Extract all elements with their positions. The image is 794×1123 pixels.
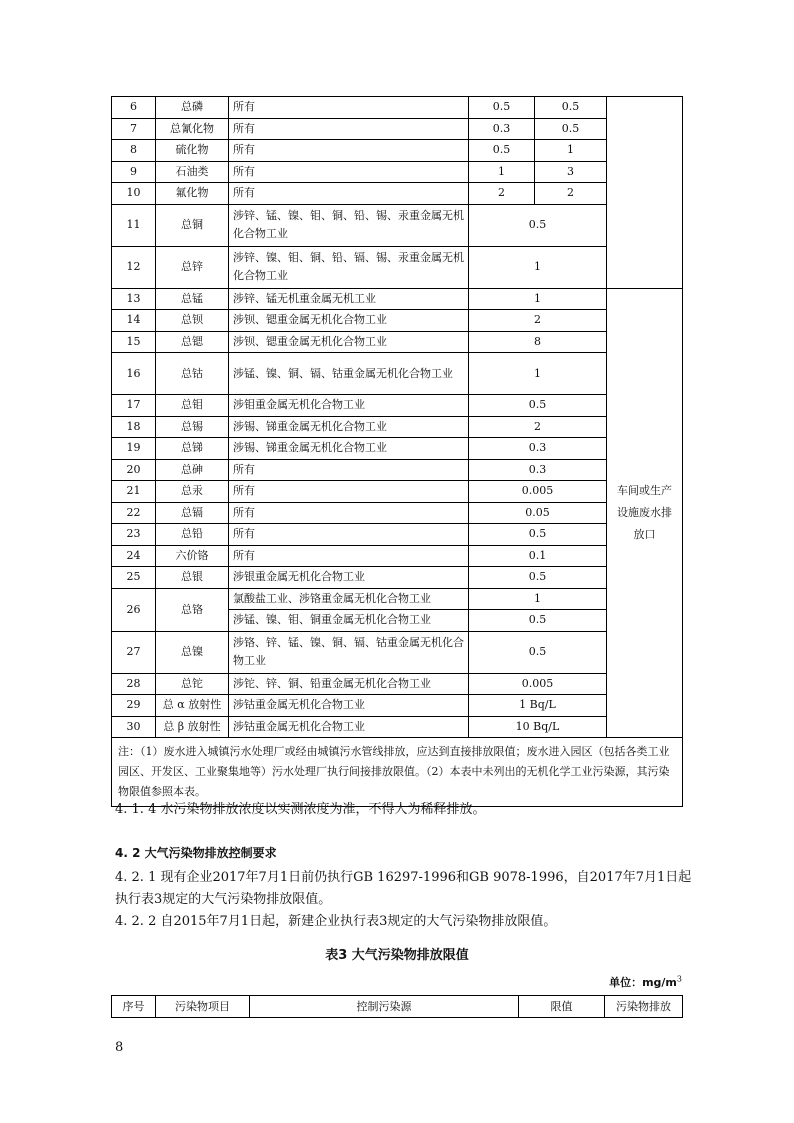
table-row xyxy=(112,246,683,288)
air-limit-table xyxy=(111,995,683,1018)
control-scope: 涉锌、锰无机重金属无机工业 xyxy=(229,288,469,310)
pollutant-name: 总锌 xyxy=(156,246,229,288)
row-number: 18 xyxy=(112,416,156,438)
row-number: 11 xyxy=(112,204,156,246)
pollutant-name: 总氰化物 xyxy=(156,118,229,140)
row-number: 13 xyxy=(112,288,156,310)
pollutant-name: 总钼 xyxy=(156,395,229,417)
pollutant-name: 总钴 xyxy=(156,353,229,395)
table-row xyxy=(112,567,683,589)
monitoring-location: 车间或生产设施废水排放口 xyxy=(607,288,683,738)
row-number: 29 xyxy=(112,695,156,717)
limit-value: 10 Bq/L xyxy=(469,716,607,738)
clause-4-1-4: 4. 1. 4 水污染物排放浓度以实测浓度为准，不得人为稀释排放。 xyxy=(115,802,486,817)
table-row xyxy=(112,502,683,524)
direct-limit: 0.5 xyxy=(469,140,535,162)
clause-4-2-1-line2: 执行表3规定的大气污染物排放限值。 xyxy=(115,892,332,907)
pollutant-name: 总银 xyxy=(156,567,229,589)
limit-value: 2 xyxy=(469,310,607,332)
table-row xyxy=(112,588,683,610)
row-number: 12 xyxy=(112,246,156,288)
limit-value: 0.5 xyxy=(469,395,607,417)
table-row xyxy=(112,288,683,310)
table-row xyxy=(112,481,683,503)
row-number: 9 xyxy=(112,161,156,183)
table-row xyxy=(112,161,683,183)
pollutant-name: 氟化物 xyxy=(156,183,229,205)
table-row xyxy=(112,545,683,567)
limit-value: 0.5 xyxy=(469,610,607,632)
note-row xyxy=(112,738,683,807)
table3-unit-sup: 3 xyxy=(676,974,682,984)
control-scope: 所有 xyxy=(229,524,469,546)
table3-unit xyxy=(609,974,682,990)
control-scope: 涉锡、锑重金属无机化合物工业 xyxy=(229,416,469,438)
control-scope: 所有 xyxy=(229,481,469,503)
clause-4-2-1-line1: 4. 2. 1 现有企业2017年7月1日前仍执行GB 16297-1996和GB 9078-1996，自2017年7月1日起 xyxy=(115,870,692,885)
table-row xyxy=(112,673,683,695)
direct-limit: 1 xyxy=(469,161,535,183)
row-number: 25 xyxy=(112,567,156,589)
row-number: 6 xyxy=(112,97,156,119)
control-scope: 所有 xyxy=(229,140,469,162)
limit-value: 1 xyxy=(469,246,607,288)
limit-value: 0.5 xyxy=(469,567,607,589)
table-row xyxy=(112,118,683,140)
control-scope: 涉锌、锰、镍、钼、铜、铅、锡、汞重金属无机化合物工业 xyxy=(229,204,469,246)
table-row xyxy=(112,716,683,738)
pollutant-name: 总 α 放射性 xyxy=(156,695,229,717)
limit-value: 8 xyxy=(469,331,607,353)
table-row xyxy=(112,695,683,717)
section-heading-4-2: 4. 2 大气污染物排放控制要求 xyxy=(115,846,277,860)
pollutant-name: 总砷 xyxy=(156,459,229,481)
limit-value: 0.005 xyxy=(469,673,607,695)
row-number: 7 xyxy=(112,118,156,140)
table3-header-source: 控制污染源 xyxy=(250,996,519,1018)
pollutant-name: 总磷 xyxy=(156,97,229,119)
table3-caption: 表3 大气污染物排放限值 xyxy=(325,948,469,963)
table3-header-pollutant: 污染物项目 xyxy=(156,996,250,1018)
limit-value: 0.3 xyxy=(469,459,607,481)
pollutant-name: 总镍 xyxy=(156,631,229,673)
row-number: 30 xyxy=(112,716,156,738)
control-scope: 涉钡、锶重金属无机化合物工业 xyxy=(229,310,469,332)
row-number: 27 xyxy=(112,631,156,673)
table-row xyxy=(112,459,683,481)
location-blank xyxy=(607,97,683,289)
control-scope: 涉铊、锌、铜、铅重金属无机化合物工业 xyxy=(229,673,469,695)
row-number: 17 xyxy=(112,395,156,417)
limit-value: 1 xyxy=(469,288,607,310)
table-row xyxy=(112,353,683,395)
indirect-limit: 0.5 xyxy=(535,118,607,140)
pollutant-name: 总铊 xyxy=(156,673,229,695)
table-row xyxy=(112,140,683,162)
table-row xyxy=(112,331,683,353)
control-scope: 涉铬、锌、锰、镍、铜、镉、钴重金属无机化合物工业 xyxy=(229,631,469,673)
limit-value: 0.3 xyxy=(469,438,607,460)
row-number: 15 xyxy=(112,331,156,353)
table-row xyxy=(112,310,683,332)
row-number: 26 xyxy=(112,588,156,631)
limit-value: 1 xyxy=(469,353,607,395)
direct-limit: 0.3 xyxy=(469,118,535,140)
pollutant-name: 总钡 xyxy=(156,310,229,332)
row-number: 23 xyxy=(112,524,156,546)
indirect-limit: 0.5 xyxy=(535,97,607,119)
indirect-limit: 2 xyxy=(535,183,607,205)
control-scope: 所有 xyxy=(229,502,469,524)
row-number: 14 xyxy=(112,310,156,332)
table-row xyxy=(112,631,683,673)
control-scope: 涉钴重金属无机化合物工业 xyxy=(229,716,469,738)
table-row xyxy=(112,524,683,546)
row-number: 28 xyxy=(112,673,156,695)
pollutant-name: 总锑 xyxy=(156,438,229,460)
table-row xyxy=(112,416,683,438)
table-row xyxy=(112,183,683,205)
row-number: 21 xyxy=(112,481,156,503)
table-row xyxy=(112,395,683,417)
row-number: 22 xyxy=(112,502,156,524)
control-scope: 涉锌、镍、钼、铜、铅、镉、锡、汞重金属无机化合物工业 xyxy=(229,246,469,288)
control-scope: 所有 xyxy=(229,545,469,567)
pollutant-name: 总镉 xyxy=(156,502,229,524)
table-row xyxy=(112,97,683,119)
limit-value: 1 Bq/L xyxy=(469,695,607,717)
pollutant-name: 总锰 xyxy=(156,288,229,310)
limit-value: 0.5 xyxy=(469,631,607,673)
pollutant-name: 总铬 xyxy=(156,588,229,631)
limit-value: 0.5 xyxy=(469,204,607,246)
indirect-limit: 1 xyxy=(535,140,607,162)
control-scope: 所有 xyxy=(229,161,469,183)
pollutant-name: 总铅 xyxy=(156,524,229,546)
table-row xyxy=(112,438,683,460)
table3-header-no: 序号 xyxy=(112,996,156,1018)
indirect-limit: 3 xyxy=(535,161,607,183)
pollutant-name: 总 β 放射性 xyxy=(156,716,229,738)
pollutant-name: 总铜 xyxy=(156,204,229,246)
control-scope: 涉钼重金属无机化合物工业 xyxy=(229,395,469,417)
table3-header-discharge: 污染物排放 xyxy=(605,996,683,1018)
pollutant-name: 总汞 xyxy=(156,481,229,503)
pollutant-name: 石油类 xyxy=(156,161,229,183)
row-number: 8 xyxy=(112,140,156,162)
row-number: 16 xyxy=(112,353,156,395)
pollutant-name: 六价铬 xyxy=(156,545,229,567)
limit-value: 0.05 xyxy=(469,502,607,524)
row-number: 24 xyxy=(112,545,156,567)
row-number: 20 xyxy=(112,459,156,481)
table-row xyxy=(112,204,683,246)
page-number: 8 xyxy=(115,1040,124,1055)
control-scope: 所有 xyxy=(229,118,469,140)
direct-limit: 2 xyxy=(469,183,535,205)
clause-4-2-2: 4. 2. 2 自2015年7月1日起，新建企业执行表3规定的大气污染物排放限值。 xyxy=(115,914,557,929)
control-scope: 涉锰、镍、铜、镉、钴重金属无机化合物工业 xyxy=(229,353,469,395)
limit-value: 1 xyxy=(469,588,607,610)
row-number: 19 xyxy=(112,438,156,460)
pollutant-name: 总锡 xyxy=(156,416,229,438)
pollutant-name: 硫化物 xyxy=(156,140,229,162)
row-number: 10 xyxy=(112,183,156,205)
table3-unit-label: 单位：mg/m xyxy=(609,976,677,989)
control-scope: 氯酸盐工业、涉铬重金属无机化合物工业 xyxy=(229,588,469,610)
control-scope: 所有 xyxy=(229,183,469,205)
control-scope: 所有 xyxy=(229,97,469,119)
direct-limit: 0.5 xyxy=(469,97,535,119)
limit-value: 0.5 xyxy=(469,524,607,546)
limit-value: 0.1 xyxy=(469,545,607,567)
limit-value: 0.005 xyxy=(469,481,607,503)
control-scope: 涉钴重金属无机化合物工业 xyxy=(229,695,469,717)
wastewater-limit-table xyxy=(111,96,683,807)
control-scope: 涉钡、锶重金属无机化合物工业 xyxy=(229,331,469,353)
control-scope: 涉银重金属无机化合物工业 xyxy=(229,567,469,589)
control-scope: 涉锡、锑重金属无机化合物工业 xyxy=(229,438,469,460)
limit-value: 2 xyxy=(469,416,607,438)
pollutant-name: 总锶 xyxy=(156,331,229,353)
table3-header-limit: 限值 xyxy=(519,996,605,1018)
table-note: 注：（1）废水进入城镇污水处理厂或经由城镇污水管线排放，应达到直接排放限值；废水进入园区（包括各类工业园区、开发区、工业聚集地等）污水处理厂执行间接排放限值。（2）本表中未列出的无机化学工业污染源，其污染物限值参照本表。 xyxy=(112,738,683,807)
control-scope: 所有 xyxy=(229,459,469,481)
control-scope: 涉锰、镍、钼、铜重金属无机化合物工业 xyxy=(229,610,469,632)
